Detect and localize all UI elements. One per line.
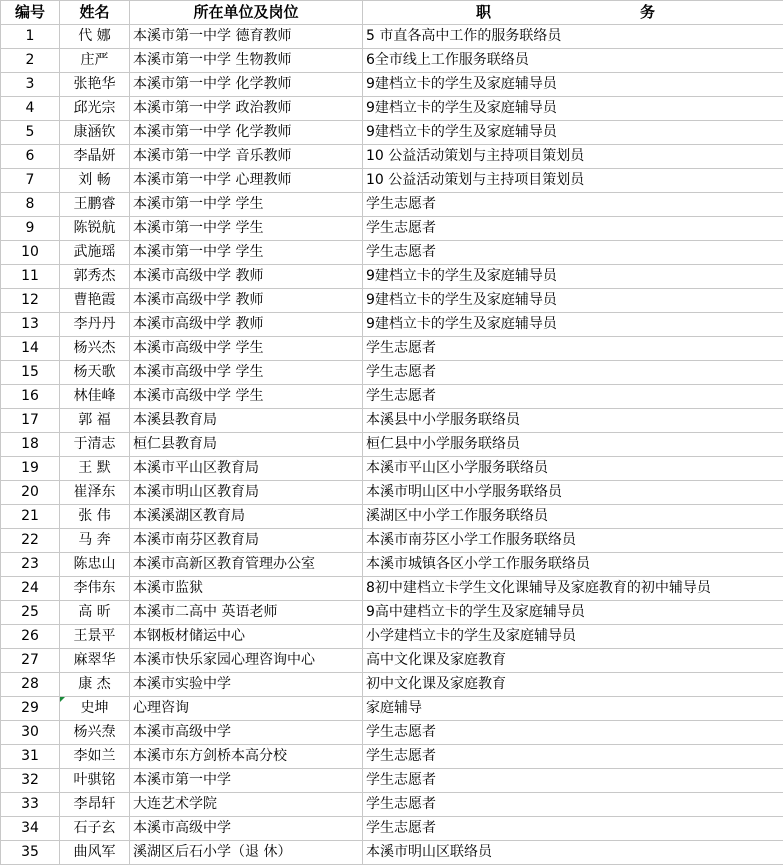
cell-name[interactable]: 郭 福 [60, 409, 130, 433]
cell-unit[interactable]: 本溪市高级中学 [130, 721, 363, 745]
cell-duty[interactable]: 学生志愿者 [363, 769, 783, 793]
cell-no[interactable]: 35 [1, 841, 60, 865]
table-row [1, 433, 783, 457]
cell-duty[interactable]: 9高中建档立卡的学生及家庭辅导员 [363, 601, 783, 625]
cell-no[interactable]: 13 [1, 313, 60, 337]
cell-name[interactable]: 麻翠华 [60, 649, 130, 673]
table-row [1, 193, 783, 217]
cell-duty[interactable]: 9建档立卡的学生及家庭辅导员 [363, 121, 783, 145]
cell-unit[interactable]: 本溪市东方剑桥本高分校 [130, 745, 363, 769]
cell-unit[interactable]: 溪湖区后石小学（退 休） [130, 841, 363, 865]
table-row [1, 169, 783, 193]
cell-no[interactable]: 4 [1, 97, 60, 121]
cell-duty[interactable]: 9建档立卡的学生及家庭辅导员 [363, 265, 783, 289]
header-duty-part2: 务 [640, 1, 655, 24]
cell-unit[interactable]: 本溪市快乐家园心理咨询中心 [130, 649, 363, 673]
cell-unit[interactable]: 本溪市第一中学 化学教师 [130, 73, 363, 97]
cell-unit[interactable]: 本溪市平山区教育局 [130, 457, 363, 481]
cell-no[interactable]: 25 [1, 601, 60, 625]
table-row [1, 97, 783, 121]
cell-name[interactable]: 叶骐铭 [60, 769, 130, 793]
cell-duty[interactable]: 学生志愿者 [363, 361, 783, 385]
cell-name[interactable]: 李伟东 [60, 577, 130, 601]
cell-unit[interactable]: 本溪市南芬区教育局 [130, 529, 363, 553]
table-row [1, 361, 783, 385]
table-row [1, 217, 783, 241]
cell-unit[interactable]: 本溪市高级中学 学生 [130, 361, 363, 385]
table-row [1, 385, 783, 409]
cell-unit[interactable]: 本溪市第一中学 [130, 769, 363, 793]
cell-no[interactable]: 2 [1, 49, 60, 73]
cell-duty[interactable]: 9建档立卡的学生及家庭辅导员 [363, 289, 783, 313]
cell-name[interactable]: 石子玄 [60, 817, 130, 841]
cell-name[interactable]: 庄严 [60, 49, 130, 73]
cell-duty[interactable]: 高中文化课及家庭教育 [363, 649, 783, 673]
header-name: 姓名 [60, 1, 130, 25]
cell-name[interactable]: 李如兰 [60, 745, 130, 769]
table-row [1, 289, 783, 313]
cell-unit[interactable]: 本溪市监狱 [130, 577, 363, 601]
cell-no[interactable]: 19 [1, 457, 60, 481]
cell-unit[interactable]: 本溪溪湖区教育局 [130, 505, 363, 529]
cell-name[interactable]: 张艳华 [60, 73, 130, 97]
cell-unit[interactable]: 本溪市高级中学 教师 [130, 265, 363, 289]
cell-duty[interactable]: 8初中建档立卡学生文化课辅导及家庭教育的初中辅导员 [363, 577, 783, 601]
cell-duty[interactable]: 本溪市平山区小学服务联络员 [363, 457, 783, 481]
cell-duty[interactable]: 5 市直各高中工作的服务联络员 [363, 25, 783, 49]
cell-name[interactable]: 林佳峰 [60, 385, 130, 409]
cell-unit[interactable]: 本溪市高新区教育管理办公室 [130, 553, 363, 577]
cell-no[interactable]: 29 [1, 697, 60, 721]
cell-name[interactable]: 高 昕 [60, 601, 130, 625]
cell-duty[interactable]: 溪湖区中小学工作服务联络员 [363, 505, 783, 529]
table-row [1, 841, 783, 865]
table-row [1, 769, 783, 793]
cell-no[interactable]: 12 [1, 289, 60, 313]
cell-no[interactable]: 1 [1, 25, 60, 49]
cell-name[interactable]: 武施瑶 [60, 241, 130, 265]
cell-duty[interactable]: 本溪县中小学服务联络员 [363, 409, 783, 433]
cell-name[interactable]: 代 娜 [60, 25, 130, 49]
table-row [1, 745, 783, 769]
table-row [1, 601, 783, 625]
cell-unit[interactable]: 本溪市第一中学 心理教师 [130, 169, 363, 193]
table-row [1, 577, 783, 601]
cell-no[interactable]: 8 [1, 193, 60, 217]
cell-duty[interactable]: 学生志愿者 [363, 337, 783, 361]
table-row [1, 481, 783, 505]
cell-unit[interactable]: 本溪市实验中学 [130, 673, 363, 697]
cell-no[interactable]: 14 [1, 337, 60, 361]
table-row [1, 241, 783, 265]
cell-unit[interactable]: 本溪市明山区教育局 [130, 481, 363, 505]
cell-name[interactable]: 王鹏睿 [60, 193, 130, 217]
cell-duty[interactable]: 学生志愿者 [363, 793, 783, 817]
cell-duty[interactable]: 桓仁县中小学服务联络员 [363, 433, 783, 457]
cell-unit[interactable]: 本溪市第一中学 生物教师 [130, 49, 363, 73]
table-row [1, 793, 783, 817]
cell-unit[interactable]: 本溪市第一中学 学生 [130, 193, 363, 217]
table-row [1, 337, 783, 361]
cell-no[interactable]: 10 [1, 241, 60, 265]
cell-unit[interactable]: 桓仁县教育局 [130, 433, 363, 457]
cell-name[interactable]: 康 杰 [60, 673, 130, 697]
table-row [1, 649, 783, 673]
cell-no[interactable]: 34 [1, 817, 60, 841]
cell-name[interactable]: 康涵钦 [60, 121, 130, 145]
cell-unit[interactable]: 本溪县教育局 [130, 409, 363, 433]
cell-duty[interactable]: 本溪市明山区中小学服务联络员 [363, 481, 783, 505]
cell-name[interactable]: 李晶妍 [60, 145, 130, 169]
cell-duty[interactable]: 本溪市南芬区小学工作服务联络员 [363, 529, 783, 553]
cell-unit[interactable]: 本溪市第一中学 学生 [130, 217, 363, 241]
cell-unit[interactable]: 心理咨询 [130, 697, 363, 721]
cell-name[interactable]: 史坤 [60, 697, 130, 721]
cell-name[interactable]: 刘 畅 [60, 169, 130, 193]
header-unit: 所在单位及岗位 [130, 1, 363, 25]
cell-name[interactable]: 邱光宗 [60, 97, 130, 121]
cell-unit[interactable]: 本溪市二高中 英语老师 [130, 601, 363, 625]
table-row [1, 25, 783, 49]
header-duty [363, 1, 783, 25]
table-row [1, 505, 783, 529]
cell-no[interactable]: 5 [1, 121, 60, 145]
cell-name[interactable]: 郭秀杰 [60, 265, 130, 289]
header-no: 编号 [1, 1, 60, 25]
table-row [1, 697, 783, 721]
table-row [1, 529, 783, 553]
cell-name[interactable]: 陈忠山 [60, 553, 130, 577]
cell-no[interactable]: 3 [1, 73, 60, 97]
cell-duty[interactable]: 学生志愿者 [363, 817, 783, 841]
cell-unit[interactable]: 本溪市第一中学 化学教师 [130, 121, 363, 145]
cell-duty[interactable]: 初中文化课及家庭教育 [363, 673, 783, 697]
cell-unit[interactable]: 本溪市第一中学 政治教师 [130, 97, 363, 121]
cell-unit[interactable]: 本溪市高级中学 学生 [130, 385, 363, 409]
cell-no[interactable]: 32 [1, 769, 60, 793]
cell-unit[interactable]: 本溪市第一中学 音乐教师 [130, 145, 363, 169]
table-row [1, 457, 783, 481]
cell-duty[interactable]: 家庭辅导 [363, 697, 783, 721]
cell-no[interactable]: 20 [1, 481, 60, 505]
cell-name[interactable]: 杨兴焘 [60, 721, 130, 745]
table-row [1, 409, 783, 433]
cell-duty[interactable]: 学生志愿者 [363, 217, 783, 241]
cell-no[interactable]: 6 [1, 145, 60, 169]
header-row [1, 1, 783, 25]
header-duty-part1: 职 [476, 1, 491, 24]
cell-no[interactable]: 26 [1, 625, 60, 649]
cell-duty[interactable]: 10 公益活动策划与主持项目策划员 [363, 169, 783, 193]
table-row [1, 553, 783, 577]
cell-duty[interactable]: 9建档立卡的学生及家庭辅导员 [363, 97, 783, 121]
cell-unit[interactable]: 本钢板材储运中心 [130, 625, 363, 649]
cell-name[interactable]: 于清志 [60, 433, 130, 457]
cell-name[interactable]: 曹艳霞 [60, 289, 130, 313]
cell-unit[interactable]: 本溪市高级中学 教师 [130, 313, 363, 337]
cell-name[interactable]: 崔泽东 [60, 481, 130, 505]
cell-no[interactable]: 21 [1, 505, 60, 529]
cell-no[interactable]: 9 [1, 217, 60, 241]
table-row [1, 817, 783, 841]
cell-no[interactable]: 22 [1, 529, 60, 553]
table-row [1, 673, 783, 697]
cell-no[interactable]: 15 [1, 361, 60, 385]
cell-duty[interactable]: 学生志愿者 [363, 241, 783, 265]
cell-unit[interactable]: 大连艺术学院 [130, 793, 363, 817]
table-row [1, 625, 783, 649]
cell-no[interactable]: 18 [1, 433, 60, 457]
table-row [1, 313, 783, 337]
cell-duty[interactable]: 学生志愿者 [363, 745, 783, 769]
cell-duty[interactable]: 10 公益活动策划与主持项目策划员 [363, 145, 783, 169]
cell-duty[interactable]: 9建档立卡的学生及家庭辅导员 [363, 313, 783, 337]
cell-unit[interactable]: 本溪市第一中学 学生 [130, 241, 363, 265]
cell-no[interactable]: 11 [1, 265, 60, 289]
table-row [1, 121, 783, 145]
table-row [1, 265, 783, 289]
cell-no[interactable]: 7 [1, 169, 60, 193]
cell-name[interactable]: 李丹丹 [60, 313, 130, 337]
cell-name[interactable]: 王景平 [60, 625, 130, 649]
cell-name[interactable]: 曲风军 [60, 841, 130, 865]
cell-no[interactable]: 33 [1, 793, 60, 817]
cell-name[interactable]: 张 伟 [60, 505, 130, 529]
cell-duty[interactable]: 本溪市明山区联络员 [363, 841, 783, 865]
table-row [1, 73, 783, 97]
cell-name[interactable]: 杨天歌 [60, 361, 130, 385]
table-row [1, 145, 783, 169]
cell-name[interactable]: 杨兴杰 [60, 337, 130, 361]
cell-no[interactable]: 24 [1, 577, 60, 601]
cell-duty[interactable]: 6全市线上工作服务联络员 [363, 49, 783, 73]
cell-duty[interactable]: 小学建档立卡的学生及家庭辅导员 [363, 625, 783, 649]
cell-unit[interactable]: 本溪市高级中学 教师 [130, 289, 363, 313]
cell-unit[interactable]: 本溪市第一中学 德育教师 [130, 25, 363, 49]
cell-no[interactable]: 23 [1, 553, 60, 577]
cell-no[interactable]: 28 [1, 673, 60, 697]
cell-name[interactable]: 王 默 [60, 457, 130, 481]
cell-no[interactable]: 17 [1, 409, 60, 433]
cell-duty[interactable]: 学生志愿者 [363, 193, 783, 217]
cell-duty[interactable]: 本溪市城镇各区小学工作服务联络员 [363, 553, 783, 577]
cell-unit[interactable]: 本溪市高级中学 学生 [130, 337, 363, 361]
cell-duty[interactable]: 学生志愿者 [363, 385, 783, 409]
cell-no[interactable]: 31 [1, 745, 60, 769]
cell-name[interactable]: 马 奔 [60, 529, 130, 553]
cell-duty[interactable]: 学生志愿者 [363, 721, 783, 745]
cell-name[interactable]: 陈锐航 [60, 217, 130, 241]
cell-name[interactable]: 李昂轩 [60, 793, 130, 817]
cell-no[interactable]: 16 [1, 385, 60, 409]
table-row [1, 49, 783, 73]
cell-unit[interactable]: 本溪市高级中学 [130, 817, 363, 841]
table-row [1, 721, 783, 745]
cell-no[interactable]: 30 [1, 721, 60, 745]
cell-duty[interactable]: 9建档立卡的学生及家庭辅导员 [363, 73, 783, 97]
cell-no[interactable]: 27 [1, 649, 60, 673]
